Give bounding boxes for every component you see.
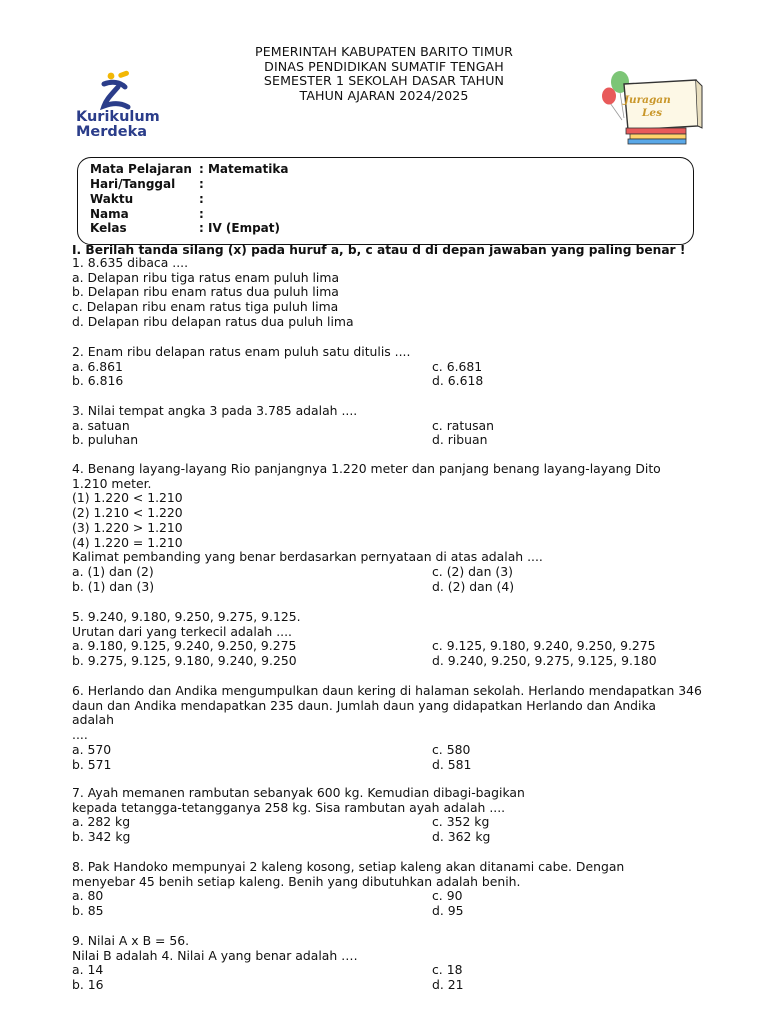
option-b: b. 16 [72,977,104,993]
question-text-cont: adalah [72,712,114,728]
question-text-cont: 1.210 meter. [72,475,152,491]
info-row-date [90,177,204,191]
option-c: c. 6.681 [432,358,483,374]
option-a: a. satuan [72,417,130,433]
question-text: 7. Ayah memanen rambutan sebanyak 600 kg. Kemudian dibagi-bagikan [72,785,525,800]
option-d: d. Delapan ribu delapan ratus dua puluh lima [72,313,354,329]
statement-1: (1) 1.220 < 1.210 [72,490,183,506]
question-6 [72,684,702,772]
option-a: a. 282 kg [72,814,131,830]
option-a: a. (1) dan (2) [72,563,154,579]
option-d: d. 6.618 [432,373,484,389]
info-label: Mata Pelajaran [90,162,192,176]
option-b: b. (1) dan (3) [72,578,155,594]
student-info-box [77,157,694,245]
option-b: b. 571 [72,756,112,772]
option-d: d. ribuan [432,432,488,448]
question-3 [72,404,702,448]
option-b: b. 9.275, 9.125, 9.180, 9.240, 9.250 [72,653,297,669]
question-7 [72,786,702,845]
info-value: : [199,192,204,206]
option-c: c. 352 kg [432,814,490,830]
option-d: d. 362 kg [432,829,491,845]
option-d: d. 21 [432,977,464,993]
question-ellipsis: .... [72,727,88,743]
option-d: d. (2) dan (4) [432,578,515,594]
question-text: 1. 8.635 dibaca .... [72,255,189,270]
info-value: : IV (Empat) [199,221,280,235]
info-label: Kelas [90,221,127,235]
option-a: a. 80 [72,888,104,904]
question-9 [72,934,702,993]
option-b: b. 85 [72,903,104,919]
header-line-3: SEMESTER 1 SEKOLAH DASAR TAHUN [263,73,505,88]
question-text: 9. Nilai A x B = 56. [72,933,190,948]
option-c: c. Delapan ribu enam ratus tiga puluh lima [72,299,339,315]
question-prompt: Urutan dari yang terkecil adalah .... [72,623,292,639]
question-text: 5. 9.240, 9.180, 9.250, 9.275, 9.125. [72,609,301,624]
option-c: c. 90 [432,888,463,904]
section-instruction: I. Berilah tanda silang (x) pada huruf a, b, c atau d di depan jawaban yang paling benar ! [72,243,686,257]
info-value: : [199,207,204,221]
option-d: d. 9.240, 9.250, 9.275, 9.125, 9.180 [432,653,657,669]
option-a: a. Delapan ribu tiga ratus enam puluh lima [72,269,340,285]
statement-2: (2) 1.210 < 1.220 [72,505,183,521]
question-1 [72,256,702,330]
question-text: 6. Herlando dan Andika mengumpulkan daun kering di halaman sekolah. Herlando mendapatkan 346 [72,683,702,698]
info-value: : [199,177,204,191]
option-a: a. 6.861 [72,358,123,374]
option-b: b. 6.816 [72,373,124,389]
question-text-cont: menyebar 45 benih setiap kaleng. Benih yang dibutuhkan adalah benih. [72,873,521,889]
option-c: c. 580 [432,741,471,757]
option-c: c. 9.125, 9.180, 9.240, 9.250, 9.275 [432,638,656,654]
header-line-1: PEMERINTAH KABUPATEN BARITO TIMUR [255,44,513,59]
option-b: b. Delapan ribu enam ratus dua puluh lima [72,284,339,300]
option-a: a. 570 [72,741,112,757]
question-text: 8. Pak Handoko mempunyai 2 kaleng kosong, setiap kaleng akan ditanami cabe. Dengan [72,859,625,874]
option-a: a. 9.180, 9.125, 9.240, 9.250, 9.275 [72,638,297,654]
question-text: 4. Benang layang-layang Rio panjangnya 1.220 meter dan panjang benang layang-layang Dito [72,461,661,476]
info-label: Nama [90,207,129,221]
kurikulum-figure-icon [98,70,158,112]
info-label: Hari/Tanggal [90,177,176,191]
statement-4: (4) 1.220 = 1.210 [72,534,183,550]
option-d: d. 581 [432,756,472,772]
kurikulum-merdeka-logo [74,70,174,142]
question-text: 3. Nilai tempat angka 3 pada 3.785 adalah .... [72,403,358,418]
option-b: b. 342 kg [72,829,131,845]
option-c: c. ratusan [432,417,494,433]
info-row-class [90,221,280,235]
question-8 [72,860,702,919]
info-row-time [90,192,204,206]
header-line-4: TAHUN AJARAN 2024/2025 [299,87,469,103]
option-d: d. 95 [432,903,464,919]
logo-left-text [76,110,160,140]
logo-left-line-1: Kurikulum [76,109,160,125]
question-prompt: Kalimat pembanding yang benar berdasarkan pernyataan di atas adalah .... [72,549,543,565]
question-text: 2. Enam ribu delapan ratus enam puluh satu ditulis .... [72,344,411,359]
statement-3: (3) 1.220 > 1.210 [72,519,183,535]
info-label: Waktu [90,192,134,206]
option-b: b. puluhan [72,432,139,448]
logo-right-line-2: Les [642,107,662,119]
header-line-2: DINAS PENDIDIKAN SUMATIF TENGAH [264,58,504,74]
logo-left-line-2: Merdeka [76,124,148,140]
question-2 [72,345,702,389]
question-text-cont: Nilai B adalah 4. Nilai A yang benar adalah …. [72,947,358,963]
question-text-cont: daun dan Andika mendapatkan 235 daun. Jumlah daun yang didapatkan Herlando dan Andika [72,697,657,713]
question-5 [72,610,702,669]
question-4 [72,462,702,594]
juragan-les-logo [598,70,708,146]
option-c: c. 18 [432,962,463,978]
option-c: c. (2) dan (3) [432,563,513,579]
info-row-name [90,207,204,221]
option-a: a. 14 [72,962,104,978]
logo-right-line-1: Juragan [624,94,671,106]
question-text-cont: kepada tetangga-tetangganya 258 kg. Sisa rambutan ayah adalah .... [72,799,506,815]
info-value: : Matematika [199,162,289,176]
info-row-subject [90,162,288,176]
